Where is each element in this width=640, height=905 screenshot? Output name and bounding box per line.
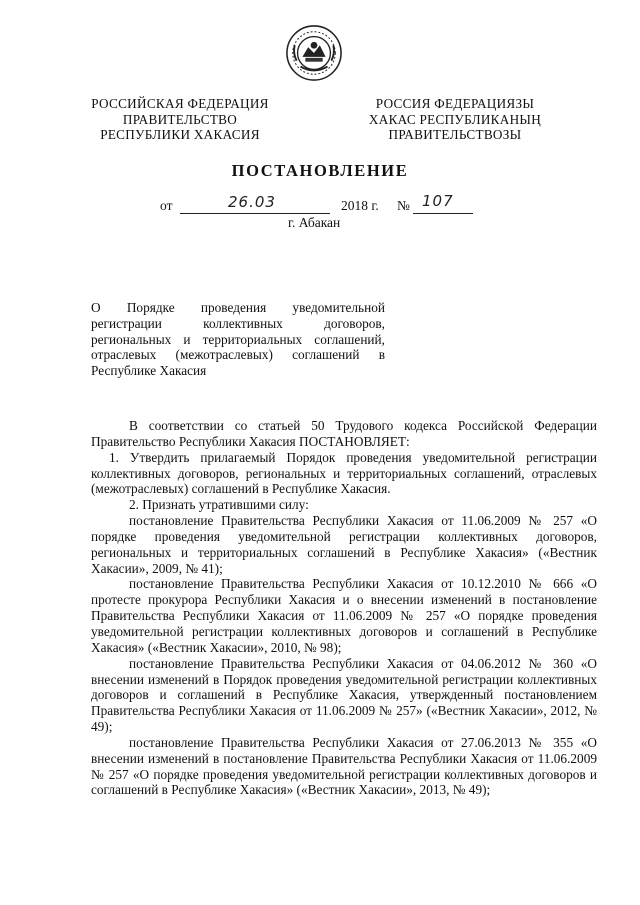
header-right-line: ХАКАС РЕСПУБЛИКАНЫҢ [368,111,542,127]
header-left-line: РОССИЙСКАЯ ФЕДЕРАЦИЯ [91,96,269,111]
item-2-paragraph: 2. Признать утратившими силу: [129,497,309,513]
document-body [91,418,597,798]
coat-of-arms-emblem-icon [285,24,343,82]
repealed-act-paragraph: постановление Правительства Республики Хакасия от 04.06.2012 № 360 «О внесении изменений в Порядок проведения уведомительной регистрации коллективных договоров и соглашений в Республике Хакасия, утвержденный постановлением Правительства Республики Хакасия от 11.06.2009 № 257» («Вестник Хакасии», 2012, № 49); [91,655,597,735]
date-handwritten: 26.03 [228,193,276,211]
repealed-act-paragraph: постановление Правительства Республики Хакасия от 10.12.2010 № 666 «О протесте прокурора Республики Хакасия и о внесении изменений в постановление Правительства Республики Хакасия от 11.06.2009 № 257 «О порядке проведения уведомительной регистрации коллективных договоров и соглашений в Республике Хакасия» («Вестник Хакасии», 2010, № 98); [91,576,597,655]
repealed-act-paragraph: постановление Правительства Республики Хакасия от 11.06.2009 № 257 «О порядке проведения уведомительной регистрации коллективных договоров, региональных и территориальных соглашений в Республике Хакасия» («Вестник Хакасии», 2009, № 41); [91,513,597,576]
subject-block [91,300,385,379]
header-left [80,96,280,143]
document-title: ПОСТАНОВЛЕНИЕ [231,161,409,180]
repealed-act-paragraph: постановление Правительства Республики Хакасия от 27.06.2013 № 355 «О внесении изменений в постановление Правительства Республики Хакасия от 11.06.2009 № 257 «О порядке проведения уведомительной регистрации коллективных договоров и соглашений в Республике Хакасия» («Вестник Хакасии», 2013, № 49); [91,734,597,798]
subject-line: регистрации коллективных договоров, [91,315,385,331]
subject-line: региональных и территориальных соглашений, [91,331,385,347]
header-right-line: ПРАВИТЕЛЬСТВОЗЫ [388,127,522,142]
header-right-line: РОССИЯ ФЕДЕРАЦИЯЗЫ [375,96,535,111]
number-label: № [397,198,410,213]
number-handwritten: 107 [422,192,454,210]
header-left-line: РЕСПУБЛИКИ ХАКАСИЯ [100,127,260,142]
subject-line: О Порядке проведения уведомительной [91,300,385,315]
subject-line: Республике Хакасия [91,363,207,379]
subject-line: отраслевых (межотраслевых) соглашений в [91,347,385,363]
year-text: 2018 г. [341,198,379,213]
city-text: г. Абакан [288,215,341,230]
date-underline [180,213,330,214]
header-right [355,96,555,143]
header-left-line: ПРАВИТЕЛЬСТВО [122,111,238,127]
from-label: от [160,198,173,213]
item-1-paragraph: 1. Утвердить прилагаемый Порядок проведения уведомительной регистрации коллективных договоров, региональных и территориальных соглашений, отраслевых (межотраслевых) соглашений в Республике Хакасия. [91,449,597,497]
number-underline [413,213,473,214]
preamble-paragraph: В соответствии со статьей 50 Трудового кодекса Российской Федерации Правительство Республики Хакасия ПОСТАНОВЛЯЕТ: [91,418,597,449]
